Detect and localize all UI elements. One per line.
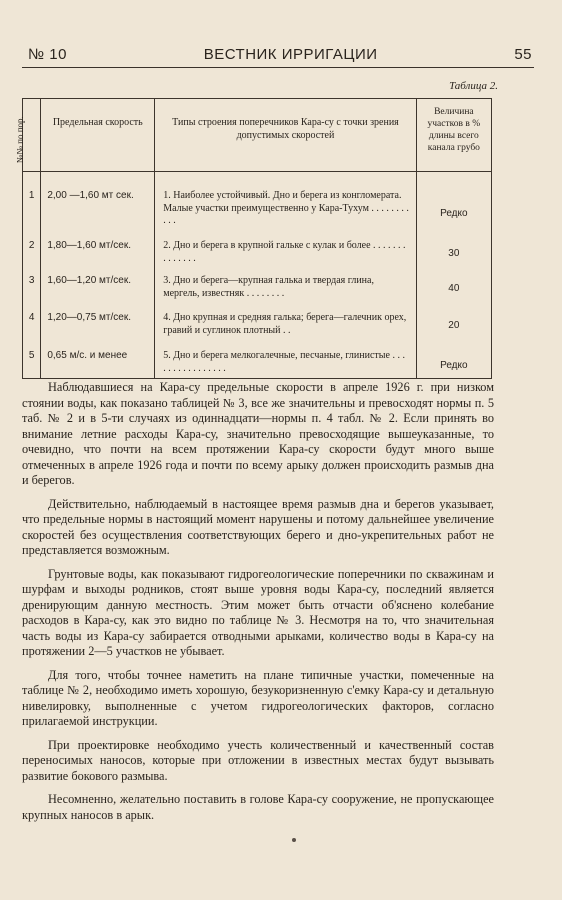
row-value: 20 (416, 304, 491, 342)
row-value: 40 (416, 267, 491, 304)
table-row (23, 172, 492, 233)
paragraph: Наблюдавшиеся на Кара-су предельные скорости в апреле 1926 г. при низком стоянии воды, как показано таблицей № 3, все же значительны и превосходят нормы п. 5 таб. № 2 и в 5-ти случаях из одиннадцати—нормы п. 4 табл. № 2. Если принять во внимание летние расходы Кара-су, значительно превосходящие вышеуказанные, то очевидно, что почти на всем протяжении Кара-су скорости будут много выше отмеченных в апреле 1926 года и почти по всему арыку должен происходить размыв дна и берегов. (22, 380, 494, 487)
row-speed: 1,20—0,75 мт/сек. (41, 304, 155, 342)
row-num: 3 (23, 267, 41, 304)
table-row (23, 267, 492, 304)
row-num: 4 (23, 304, 41, 342)
paragraph: Для того, чтобы точнее наметить на плане типичные участки, помеченные на таблице № 2, необходимо иметь хорошую, безукоризненную с'емку Кара-су и детальную нивелировку, выполненные с учетом гидрогеологических факторов, согласно прилагаемой инструкции. (22, 667, 494, 728)
ink-blot (292, 838, 296, 842)
paragraph: При проектировке необходимо учесть количественный и качественный состав переносимых наносов, которые при отложении в известных местах будут вызывать развитие бокового размыва. (22, 737, 494, 783)
table-header-row (23, 99, 492, 172)
paragraph: Действительно, наблюдаемый в настоящее время размыв дна и берегов указывает, что предельные нормы в настоящий момент нарушены и потому дальнейшее увеличение скоростей без осуществления соответствующих берего и дно-укрепительных работ не представляется возможным. (22, 496, 494, 557)
header-num: №№ по пор. (23, 99, 41, 172)
row-type: 2. Дно и берега в крупной гальке с кулак и более . . . . . . . . . . . . . . (155, 232, 416, 267)
row-speed: 2,00 —1,60 мт сек. (41, 172, 155, 233)
header-rule (22, 67, 534, 68)
row-type: 4. Дно крупная и средняя галька; берега—галечник орех, гравий и суглинок плотный . . (155, 304, 416, 342)
row-num: 2 (23, 232, 41, 267)
row-type: 3. Дно и берега—крупная галька и твердая глина, мергель, известняк . . . . . . . . (155, 267, 416, 304)
header-type: Типы строения поперечников Кара-су с точки зрения допустимых скоростей (155, 99, 416, 172)
page-number: 55 (514, 46, 532, 63)
journal-title: ВЕСТНИК ИРРИГАЦИИ (203, 46, 378, 63)
row-value: Редко (416, 342, 491, 379)
speed-table (14, 98, 492, 379)
row-value: 30 (416, 232, 491, 267)
article-body (22, 380, 494, 831)
page-header (28, 46, 532, 63)
row-value: Редко (416, 172, 491, 233)
row-speed: 0,65 м/с. и менее (41, 342, 155, 379)
row-num: 1 (23, 172, 41, 233)
table-row (23, 342, 492, 379)
row-type: 1. Наиболее устойчивый. Дно и берега из конгломерата. Малые участки преимущественно у Кара-Тухум . . . . . . . . . . . (155, 172, 416, 233)
row-speed: 1,80—1,60 мт/сек. (41, 232, 155, 267)
row-type: 5. Дно и берега мелкогалечные, песчаные, глинистые . . . . . . . . . . . . . . . . (155, 342, 416, 379)
table-row (23, 304, 492, 342)
paragraph: Несомненно, желательно поставить в голове Кара-су сооружение, не пропускающее крупных наносов в арык. (22, 792, 494, 822)
issue-number: № 10 (28, 46, 67, 63)
table-row (23, 232, 492, 267)
header-speed: Предельная скорость (41, 99, 155, 172)
paragraph: Грунтовые воды, как показывают гидрогеологические поперечники по скважинам и шурфам и выходы родников, стоят выше уровня воды Кара-су, последний является дренирующим данную местность. Этим может быть отчасти об'яснено колебание расходов в Кара-су, как это видно по таблице № 3. Несмотря на то, что значительная часть воды из Кара-су забирается отводными арыками, количество воды в Кара-су на протяжении 2—5 участков не убывает. (22, 566, 494, 658)
header-size: Величина участков в % длины всего канала грубо (416, 99, 491, 172)
row-num: 5 (23, 342, 41, 379)
row-speed: 1,60—1,20 мт/сек. (41, 267, 155, 304)
table-label: Таблица 2. (449, 80, 498, 92)
